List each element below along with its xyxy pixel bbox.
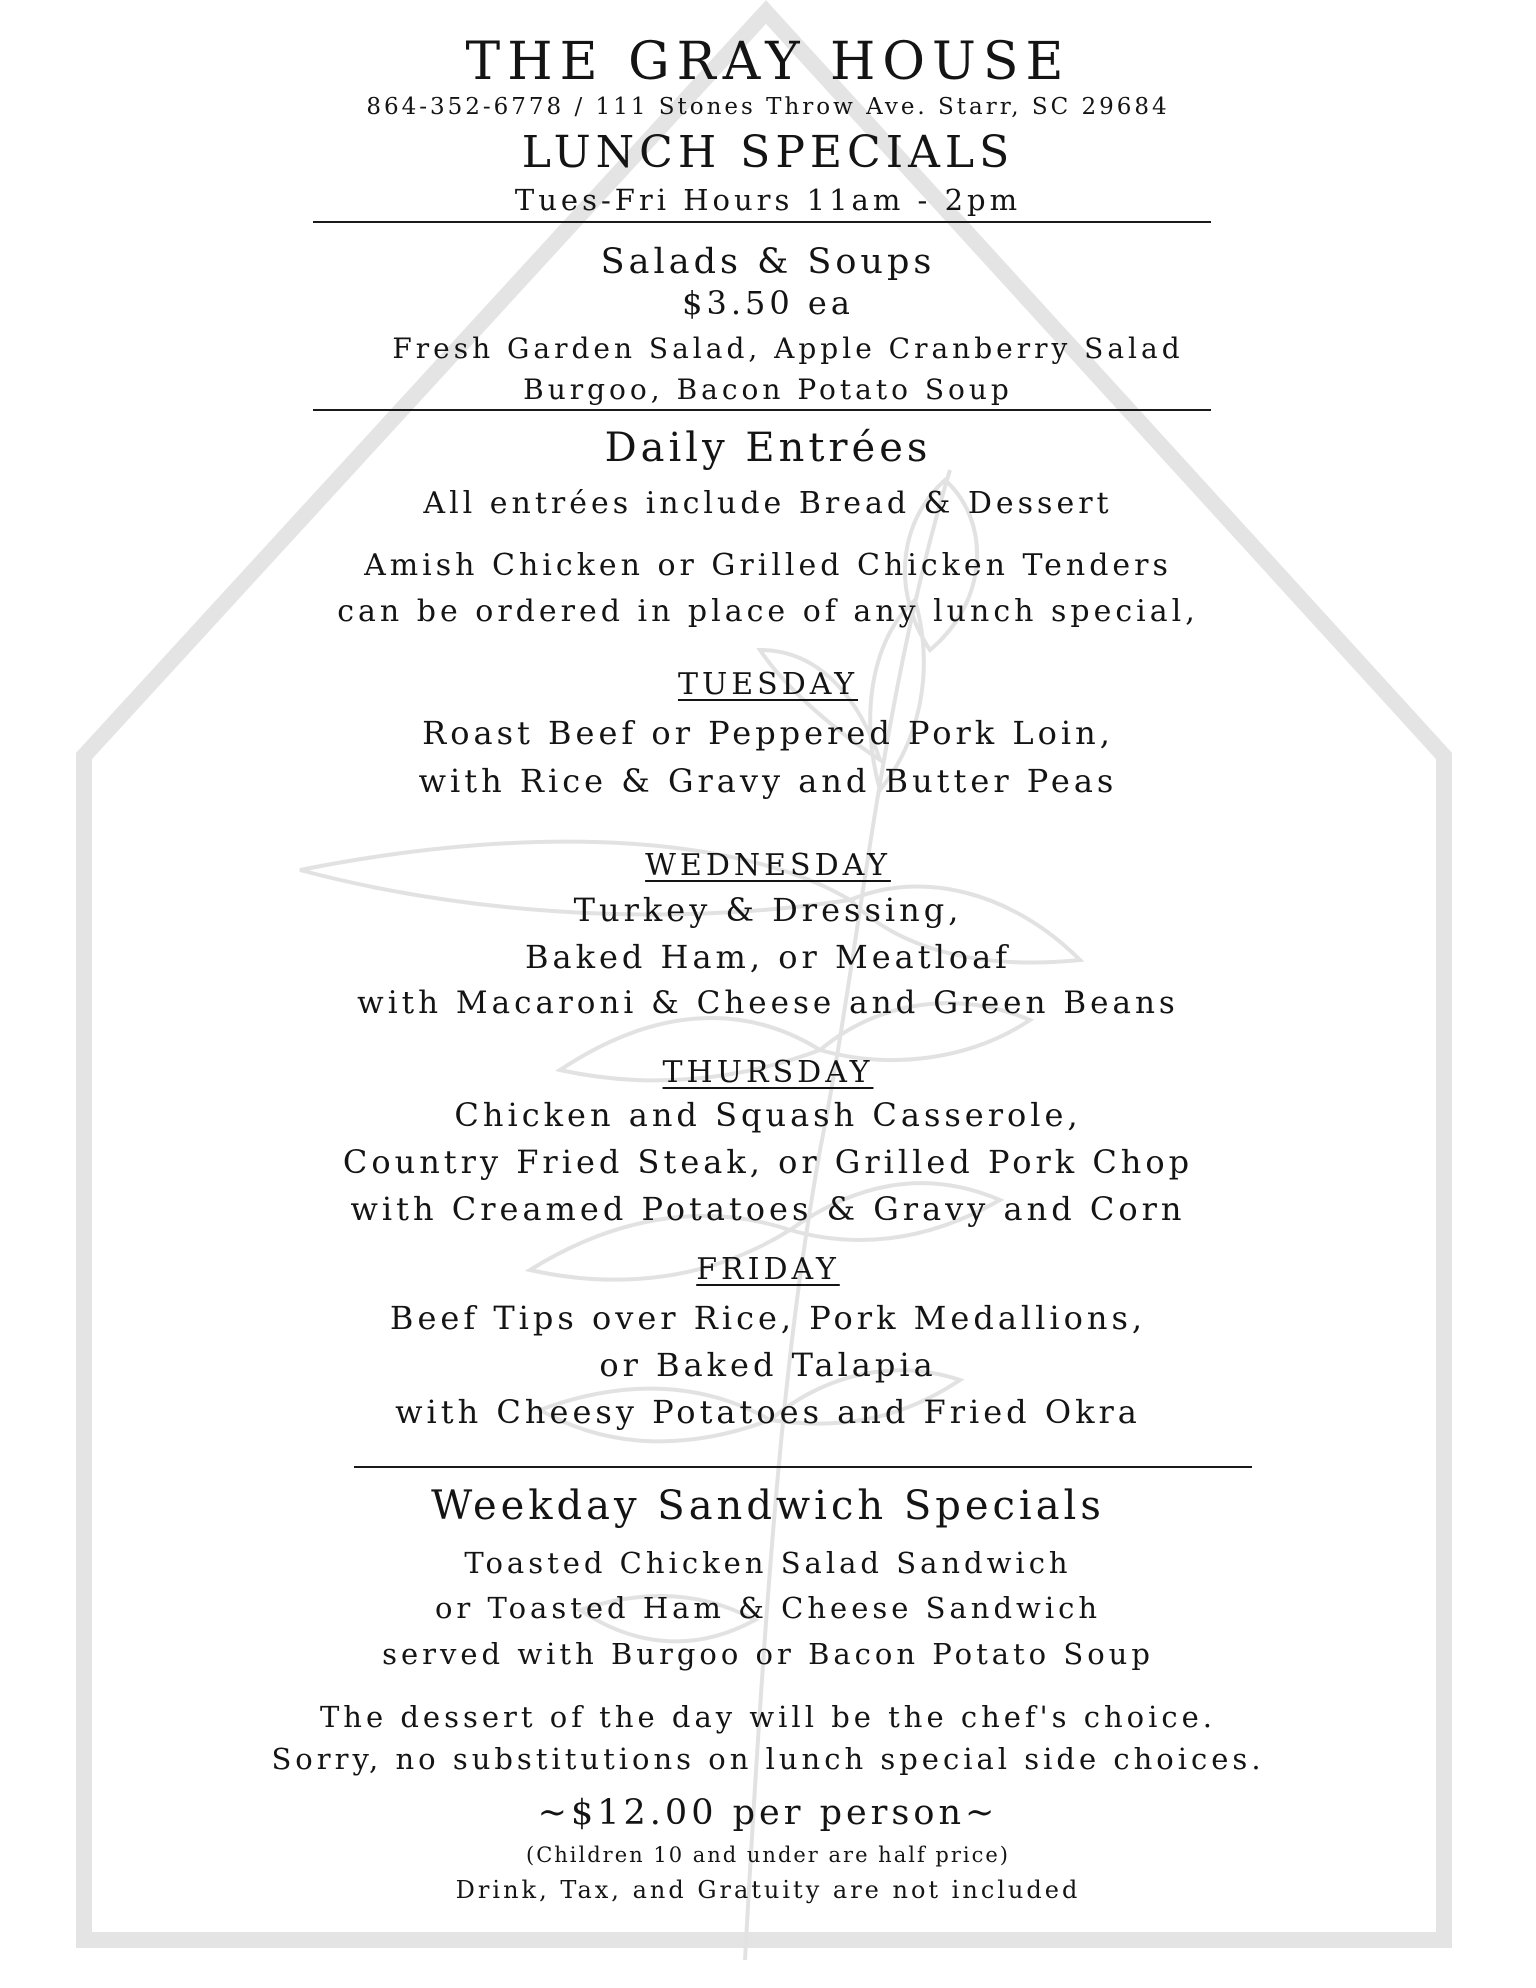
divider xyxy=(313,221,1211,223)
thursday-line-3: with Creamed Potatoes & Gravy and Corn xyxy=(350,1190,1186,1228)
tuesday-line-2: with Rice & Gravy and Butter Peas xyxy=(418,762,1118,800)
entrees-note: All entrées include Bread & Dessert xyxy=(423,486,1113,521)
divider xyxy=(313,409,1211,411)
thursday-heading: THURSDAY xyxy=(662,1055,874,1090)
wednesday-line-3: with Macaroni & Cheese and Green Beans xyxy=(357,985,1179,1021)
entrees-sub-1: Amish Chicken or Grilled Chicken Tenders xyxy=(364,548,1172,583)
sandwich-line-2: or Toasted Ham & Cheese Sandwich xyxy=(434,1591,1102,1625)
wednesday-line-2: Baked Ham, or Meatloaf xyxy=(524,938,1012,976)
wednesday-line-1: Turkey & Dressing, xyxy=(573,891,963,929)
salads-title: Salads & Soups xyxy=(600,242,936,282)
tuesday-line-1: Roast Beef or Peppered Pork Loin, xyxy=(422,714,1114,752)
hours: Tues-Fri Hours 11am - 2pm xyxy=(514,183,1022,217)
friday-heading: FRIDAY xyxy=(696,1252,840,1287)
restaurant-title: THE GRAY HOUSE xyxy=(465,32,1071,92)
contact-info: 864-352-6778 / 111 Stones Throw Ave. Starr, SC 29684 xyxy=(366,94,1170,120)
footer-note-2: Sorry, no substitutions on lunch special side choices. xyxy=(271,1742,1265,1776)
extras-note: Drink, Tax, and Gratuity are not included xyxy=(455,1876,1081,1904)
tuesday-heading: TUESDAY xyxy=(677,667,859,702)
entrees-title: Daily Entrées xyxy=(604,425,932,471)
friday-line-2: or Baked Talapia xyxy=(599,1346,937,1384)
children-note: (Children 10 and under are half price) xyxy=(526,1843,1010,1867)
friday-line-3: with Cheesy Potatoes and Fried Okra xyxy=(395,1393,1141,1431)
salads-line-2: Burgoo, Bacon Potato Soup xyxy=(523,373,1013,406)
sandwich-title: Weekday Sandwich Specials xyxy=(431,1483,1105,1529)
menu-subtitle: LUNCH SPECIALS xyxy=(521,127,1015,178)
sandwich-line-3: served with Burgoo or Bacon Potato Soup xyxy=(382,1637,1154,1671)
entrees-sub-2: can be ordered in place of any lunch special, xyxy=(337,594,1199,629)
sandwich-line-1: Toasted Chicken Salad Sandwich xyxy=(464,1546,1072,1580)
friday-line-1: Beef Tips over Rice, Pork Medallions, xyxy=(389,1299,1147,1337)
divider xyxy=(354,1466,1252,1468)
price-per-person: ~$12.00 per person~ xyxy=(537,1793,999,1833)
salads-line-1: Fresh Garden Salad, Apple Cranberry Salad xyxy=(392,332,1184,365)
thursday-line-1: Chicken and Squash Casserole, xyxy=(454,1096,1082,1134)
salads-price: $3.50 ea xyxy=(682,284,854,322)
footer-note-1: The dessert of the day will be the chef's choice. xyxy=(319,1700,1217,1734)
wednesday-heading: WEDNESDAY xyxy=(645,848,891,883)
thursday-line-2: Country Fried Steak, or Grilled Pork Chop xyxy=(342,1143,1194,1181)
